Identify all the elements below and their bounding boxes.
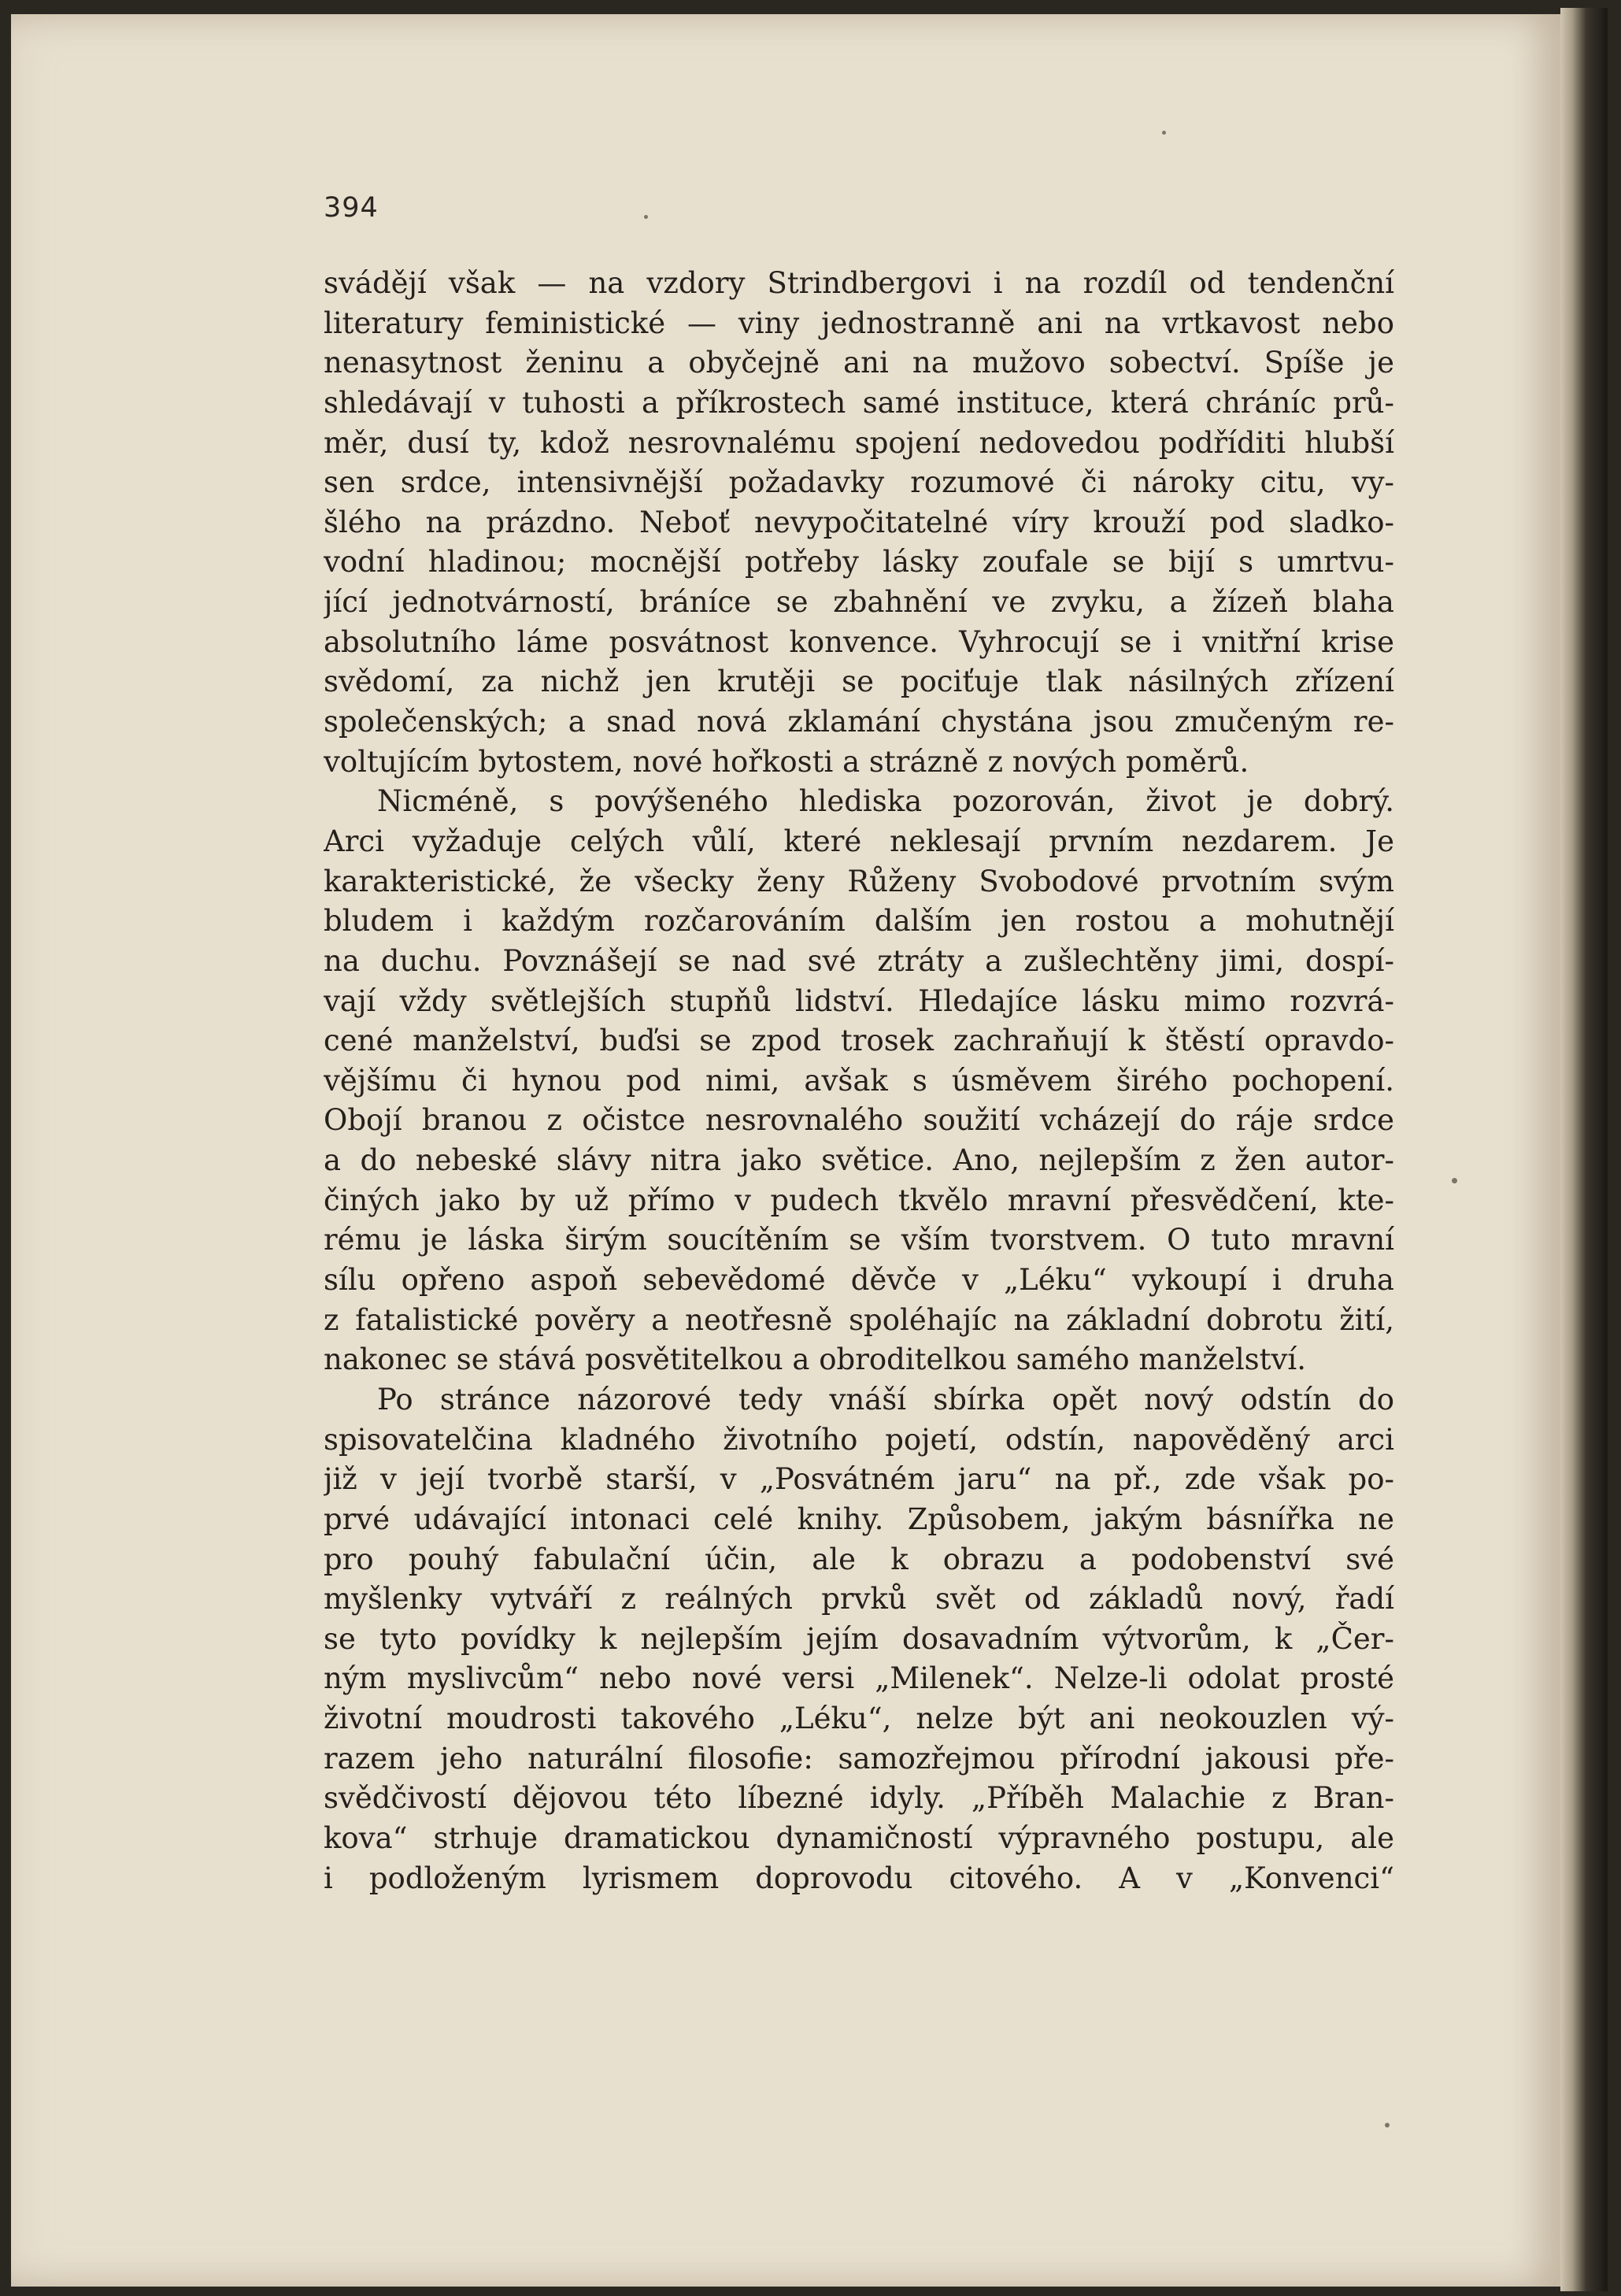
paper-speck: [1452, 1178, 1457, 1183]
text-line: nakonec se stává posvětitelkou a obroditelkou samého manželství.: [324, 1342, 1307, 1377]
text-line: společenských; a snad nová zklamání chystána jsou zmučeným re-: [324, 705, 1394, 739]
paper-speck: [1385, 2123, 1390, 2128]
paper-speck: [644, 215, 648, 219]
paper-speck: [1162, 131, 1166, 135]
text-line: sílu opřeno aspoň sebevědomé děvče v „Léku“ vykoupí i druha: [324, 1263, 1394, 1298]
text-line: činých jako by už přímo v pudech tkvělo mravní přesvědčení, kte-: [324, 1183, 1394, 1217]
text-line: rému je láska širým soucítěním se vším tvorstvem. O tuto mravní: [324, 1223, 1394, 1257]
text-line: razem jeho naturální filosofie: samozřejmou přírodní jakousi pře-: [324, 1741, 1394, 1776]
text-line: vodní hladinou; mocnější potřeby lásky zoufale se bijí s umrtvu-: [324, 545, 1394, 580]
text-line: cené manželství, buďsi se zpod trosek zachraňují k štěstí opravdo-: [324, 1024, 1394, 1058]
text-line: myšlenky vytváří z reálných prvků svět od základů nový, řadí: [324, 1582, 1394, 1616]
text-line: se tyto povídky k nejlepším jejím dosavadním výtvorům, k „Čer-: [324, 1621, 1394, 1656]
text-line: literatury feministické — viny jednostranně ani na vrtkavost nebo: [324, 306, 1394, 340]
page-number: 394: [324, 192, 379, 224]
text-line: karakteristické, že všecky ženy Růženy Svobodové prvotním svým: [324, 864, 1394, 898]
text-line: již v její tvorbě starší, v „Posvátném jaru“ na př., zde však po-: [324, 1462, 1394, 1497]
text-line: a do nebeské slávy nitra jako světice. Ano, nejlepším z žen autor-: [324, 1143, 1394, 1178]
text-line: bludem i každým rozčarováním dalším jen rostou a mohutnějí: [324, 904, 1394, 939]
text-line: měr, dusí ty, kdož nesrovnalému spojení nedovedou podříditi hlubší: [324, 425, 1394, 460]
text-line: prvé udávající intonaci celé knihy. Způsobem, jakým básnířka ne: [324, 1502, 1394, 1536]
text-line: kova“ strhuje dramatickou dynamičností výpravného postupu, ale: [324, 1820, 1394, 1855]
body-text: [324, 264, 1394, 1898]
text-line: jící jednotvárností, bráníce se zbahnění ve zvyku, a žízeň blaha: [324, 585, 1394, 620]
text-line: absolutního láme posvátnost konvence. Vyhrocují se i vnitřní krise: [324, 624, 1394, 659]
text-line: životní moudrosti takového „Léku“, nelze být ani neokouzlen vý-: [324, 1702, 1394, 1736]
text-line: shledávají v tuhosti a příkrostech samé instituce, která chráníc prů-: [324, 385, 1394, 420]
text-line: Obojí branou z očistce nesrovnalého soužití vcházejí do ráje srdce: [324, 1103, 1394, 1138]
text-line: vějšímu či hynou pod nimi, avšak s úsměvem širého pochopení.: [324, 1063, 1394, 1098]
text-line: vají vždy světlejších stupňů lidství. Hledajíce lásku mimo rozvrá-: [324, 983, 1394, 1018]
text-line: šlého na prázdno. Neboť nevypočitatelné víry krouží pod sladko-: [324, 505, 1394, 539]
text-line: voltujícím bytostem, nové hořkosti a strázně z nových poměrů.: [324, 744, 1249, 779]
text-line: Nicméně, s povýšeného hlediska pozorován, život je dobrý.: [377, 784, 1394, 819]
text-line: spisovatelčina kladného životního pojetí, odstín, napověděný arci: [324, 1422, 1394, 1457]
text-line: sen srdce, intensivnější požadavky rozumové či nároky citu, vy-: [324, 465, 1394, 500]
text-line: Arci vyžaduje celých vůlí, které neklesají prvním nezdarem. Je: [324, 824, 1394, 858]
text-line: i podloženým lyrismem doprovodu citového. A v „Konvenci“: [324, 1861, 1394, 1895]
text-line: svádějí však — na vzdory Strindbergovi i na rozdíl od tendenční: [324, 266, 1394, 300]
text-line: na duchu. Povznášejí se nad své ztráty a zušlechtěny jimi, dospí-: [324, 943, 1394, 978]
text-line: z fatalistické pověry a neotřesně spoléhajíc na základní dobrotu žití,: [324, 1302, 1394, 1337]
book-spine-edge: [1560, 8, 1608, 2291]
text-line: Po stránce názorové tedy vnáší sbírka opět nový odstín do: [377, 1382, 1394, 1416]
text-line: svědomí, za nichž jen krutěji se pociťuje tlak násilných zřízení: [324, 665, 1394, 699]
text-line: svědčivostí dějovou této líbezné idyly. „Příběh Malachie z Bran-: [324, 1781, 1394, 1816]
text-line: ným myslivcům“ nebo nové versi „Milenek“. Nelze-li odolat prosté: [324, 1661, 1394, 1696]
text-line: nenasytnost ženinu a obyčejně ani na mužovo sobectví. Spíše je: [324, 346, 1394, 380]
text-line: pro pouhý fabulační účin, ale k obrazu a podobenství své: [324, 1542, 1394, 1576]
